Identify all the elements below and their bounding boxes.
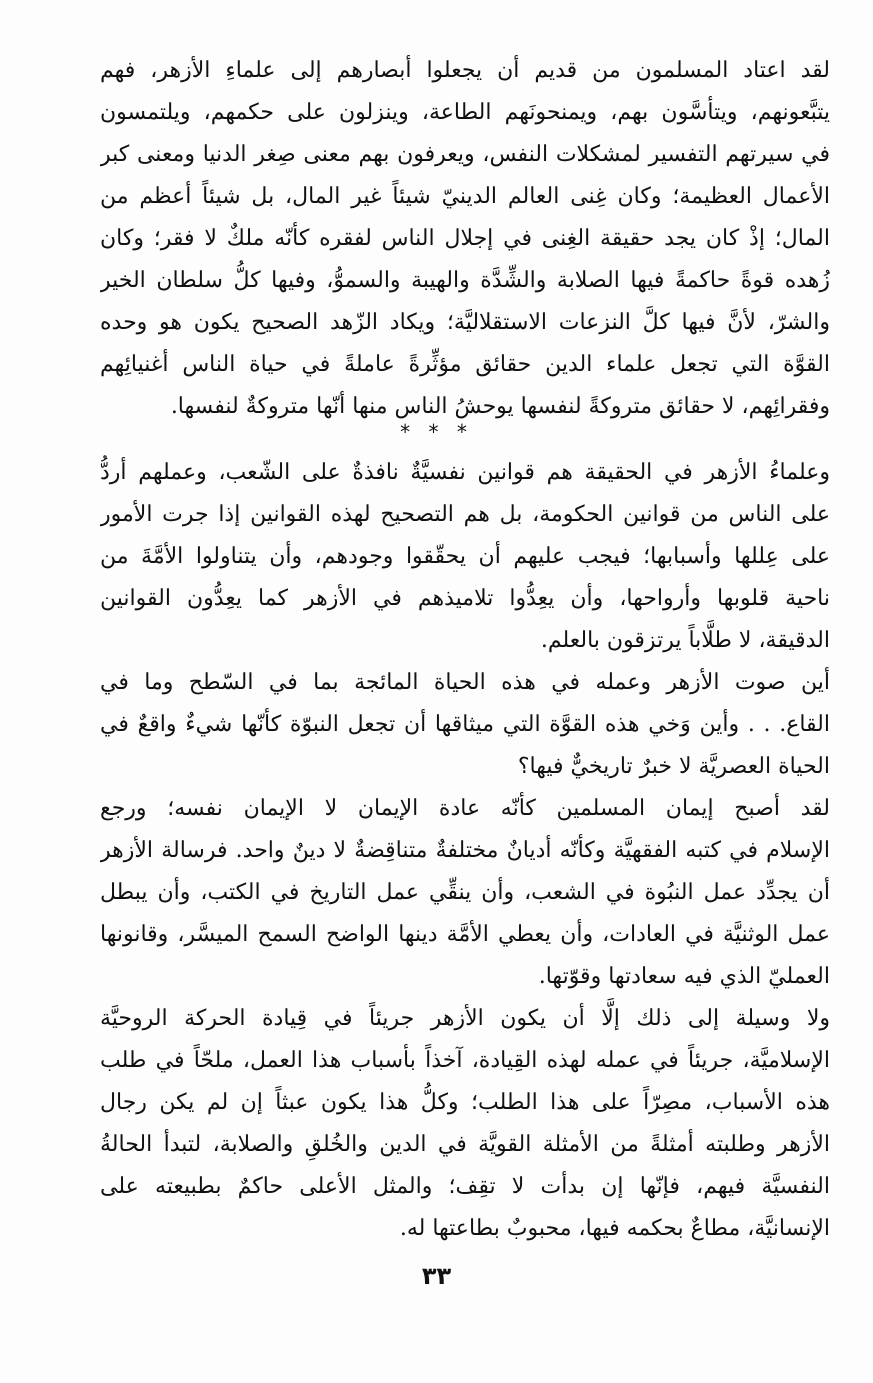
text-line: الحياة العصريَّة لا خبرٌ تاريخيٌّ فيها؟: [517, 754, 830, 779]
text-line: الدقيقة، لا طلَّاباً يرتزقون بالعلم.: [540, 628, 830, 653]
text-line: الأعمال العظيمة؛ وكان غِنى العالم الدينيّ شيئاً غير المال، بل شيئاً أعظم من: [100, 184, 830, 209]
text-line: الإسلاميَّة، جريئاً في عمله لهذه القِيادة، آخذاً بأسباب هذا العمل، ملحّاً في طلب: [100, 1048, 830, 1073]
text-line: أين صوت الأزهر وعمله في هذه الحياة المائجة بما في السّطح وما في: [100, 670, 830, 695]
section-separator: * * *: [400, 420, 473, 444]
page-number: ٣٣: [421, 1262, 452, 1290]
paragraph-2: [100, 452, 830, 662]
text-line: في سيرتهم التفسير لمشكلات النفس، ويعرفون بهم معنى صِغر الدنيا ومعنى كبر: [100, 142, 830, 167]
paragraph-1: [100, 50, 830, 428]
paragraph-4: [100, 788, 830, 998]
text-line: لقد أصبح إيمان المسلمين كأنّه عادة الإيمان لا الإيمان نفسه؛ ورجع: [100, 796, 830, 821]
text-line: على الناس من قوانين الحكومة، بل هم التصحيح لهذه القوانين إذا جرت الأمور: [100, 502, 830, 527]
text-block-bottom: [100, 452, 830, 1250]
text-line: وفقرائِهم، لا حقائق متروكةً لنفسها يوحشُ الناس منها أنّها متروكةٌ لنفسها.: [170, 394, 830, 419]
text-line: على عِللها وأسبابها؛ فيجب عليهم أن يحقّقوا وجودهم، وأن يتناولوا الأمَّةَ من: [100, 544, 830, 569]
text-line: النفسيَّة فيهم، فإنّها إن بدأت لا تقِف؛ والمثل الأعلى حاكمٌ بطبيعته على: [100, 1174, 830, 1199]
paragraph-5: [100, 998, 830, 1250]
text-line: المال؛ إذْ كان يجد حقيقة الغِنى في إجلال الناس لفقره كأنّه ملكٌ لا فقر؛ وكان: [100, 226, 830, 251]
paragraph-3: [100, 662, 830, 788]
text-line: عمل الوثنيَّة في العادات، وأن يعطي الأمَّة دينها الواضح السمح الميسَّر، وقانونها: [100, 922, 830, 947]
text-line: ناحية قلوبها وأرواحها، وأن يعِدُّوا تلاميذهم في الأزهر كما يعِدُّون القوانين: [100, 586, 830, 611]
text-line: وعلماءُ الأزهر في الحقيقة هم قوانين نفسيَّةٌ نافذةٌ على الشّعب، وعملهم أردُّ: [100, 460, 830, 485]
text-line: القوَّة التي تجعل علماء الدين حقائق مؤثِّرةً عاملةً في حياة الناس أغنيائِهم: [100, 352, 830, 377]
text-line: ولا وسيلة إلى ذلك إلَّا أن يكون الأزهر جريئاً في قِيادة الحركة الروحيَّة: [100, 1006, 830, 1031]
text-line: أن يجدِّد عمل النبُوة في الشعب، وأن ينقِّي عمل التاريخ في الكتب، وأن يبطل: [100, 880, 830, 905]
text-line: العمليّ الذي فيه سعادتها وقوّتها.: [538, 964, 830, 989]
text-line: هذه الأسباب، مصِرّاً على هذا الطلب؛ وكلُّ هذا يكون عبثاً إن لم يكن رجال: [100, 1090, 830, 1115]
text-line: لقد اعتاد المسلمون من قديم أن يجعلوا أبصارهم إلى علماءِ الأزهر، فهم: [100, 58, 830, 83]
text-line: الإسلام في كتبه الفقهيَّة وكأنّه أديانٌ مختلفةٌ متناقِضةٌ لا دينٌ واحد. فرسالة الأزهر: [100, 838, 830, 863]
text-line: القاع. . . وأين وَخي هذه القوَّة التي ميثاقها أن تجعل النبوّة كأنّها شيءٌ واقعٌ في: [100, 712, 830, 737]
text-line: الإنسانيَّة، مطاعٌ بحكمه فيها، محبوبٌ بطاعتها له.: [399, 1216, 830, 1241]
text-line: الأزهر وطلبته أمثلةً من الأمثلة القويَّة في الدين والخُلقِ والصلابة، لتبدأ الحالةُ: [100, 1132, 830, 1157]
text-line: والشرّ، لأنَّ فيها كلَّ النزعات الاستقلاليَّة؛ ويكاد الزّهد الصحيح يكون هو وحده: [100, 310, 830, 335]
text-line: يتبَّعونهم، ويتأسَّون بهم، ويمنحونَهم الطاعة، وينزلون على حكمهم، ويلتمسون: [100, 100, 830, 125]
text-block-top: [100, 50, 830, 428]
text-line: زُهده قوةً حاكمةً فيها الصلابة والشِّدَّة والهيبة والسموُّ، وفيها كلُّ سلطان الخير: [100, 268, 830, 293]
